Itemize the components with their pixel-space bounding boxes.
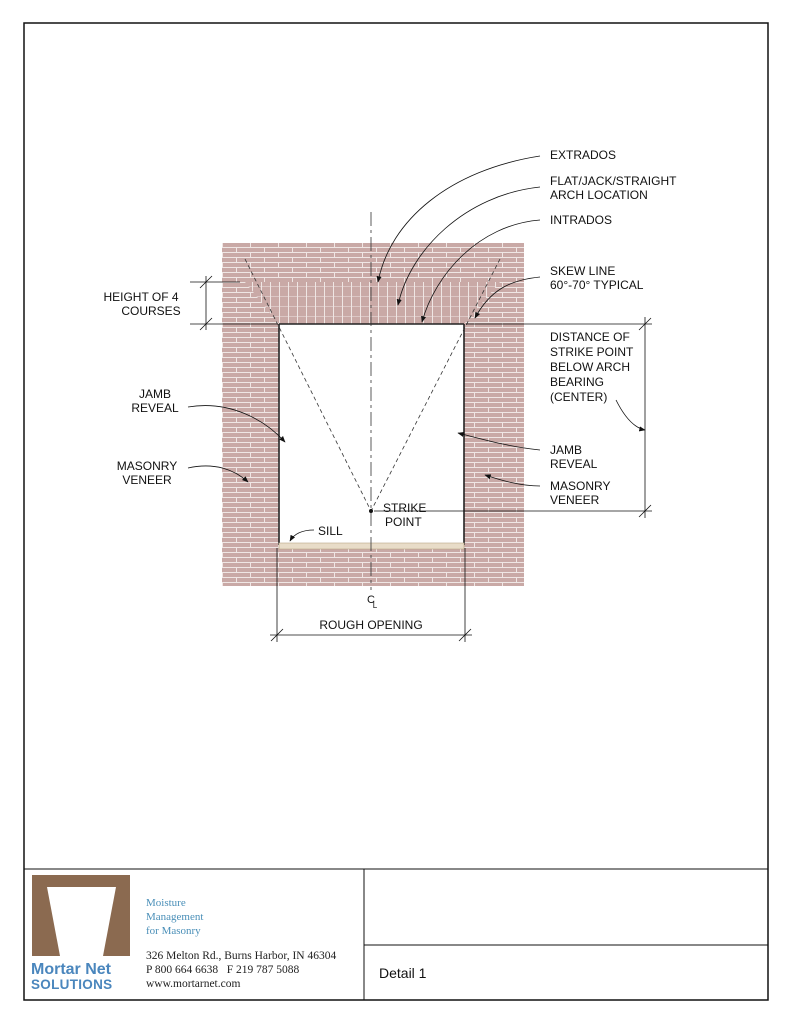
label-strike-2: POINT bbox=[385, 515, 422, 529]
label-centerline-c: C bbox=[367, 594, 375, 606]
label-jamb-right-1: JAMB bbox=[550, 443, 583, 457]
sill bbox=[279, 543, 464, 549]
label-rough-opening: ROUGH OPENING bbox=[319, 618, 423, 632]
tagline-1: Moisture bbox=[146, 897, 186, 909]
label-extrados: EXTRADOS bbox=[550, 148, 617, 162]
label-distance-4: BEARING bbox=[550, 375, 605, 389]
label-sill: SILL bbox=[318, 524, 343, 538]
detail-label: Detail 1 bbox=[379, 965, 427, 981]
tagline-3: for Masonry bbox=[146, 925, 201, 937]
label-skew-line-1: SKEW LINE bbox=[550, 264, 616, 278]
label-jamb-left-1: JAMB bbox=[138, 387, 172, 401]
label-distance-1: DISTANCE OF bbox=[550, 330, 630, 344]
label-height-1: HEIGHT OF 4 bbox=[103, 290, 179, 304]
logo-brand-top: Mortar Net bbox=[31, 961, 112, 978]
company-phone: P 800 664 6638 F 219 787 5088 bbox=[146, 964, 300, 976]
company-logo bbox=[31, 875, 130, 992]
label-intrados: INTRADOS bbox=[550, 213, 613, 227]
label-skew-line-2: 60°-70° TYPICAL bbox=[550, 278, 644, 292]
label-strike-1: STRIKE bbox=[383, 501, 427, 515]
label-jamb-left-2: REVEAL bbox=[131, 401, 179, 415]
tagline-2: Management bbox=[146, 911, 204, 923]
label-jamb-right-2: REVEAL bbox=[550, 457, 598, 471]
flat-arch bbox=[245, 282, 500, 324]
label-arch-location-2: ARCH LOCATION bbox=[550, 188, 648, 202]
logo-brand-bottom: SOLUTIONS bbox=[31, 977, 113, 992]
label-masonry-left-2: VENEER bbox=[122, 473, 172, 487]
title-block bbox=[24, 869, 768, 1000]
label-centerline-l: L bbox=[372, 601, 378, 610]
company-address: 326 Melton Rd., Burns Harbor, IN 46304 bbox=[146, 950, 337, 962]
label-arch-location-1: FLAT/JACK/STRAIGHT bbox=[550, 174, 677, 188]
label-masonry-left-1: MASONRY bbox=[116, 459, 178, 473]
label-height-2: COURSES bbox=[121, 304, 181, 318]
label-masonry-right-1: MASONRY bbox=[550, 479, 611, 493]
label-distance-5: (CENTER) bbox=[550, 390, 608, 404]
strike-point-marker bbox=[369, 509, 373, 513]
label-masonry-right-2: VENEER bbox=[550, 493, 600, 507]
label-distance-2: STRIKE POINT bbox=[550, 345, 634, 359]
masonry-wall bbox=[222, 243, 524, 586]
label-distance-3: BELOW ARCH bbox=[550, 360, 631, 374]
leader-distance bbox=[616, 400, 645, 430]
company-website: www.mortarnet.com bbox=[146, 978, 241, 990]
